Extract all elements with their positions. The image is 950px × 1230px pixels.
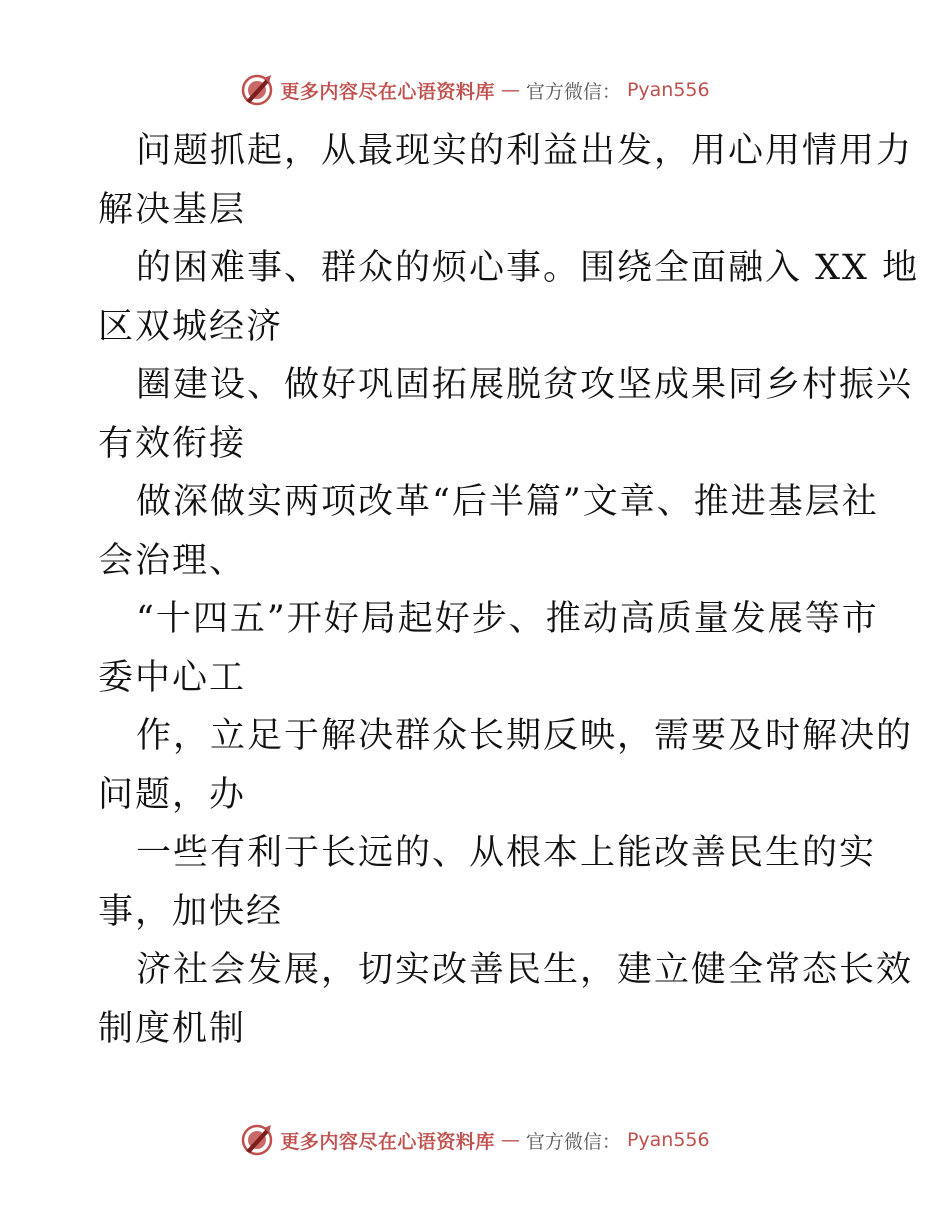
wechat-id: Pyan556 — [626, 1129, 710, 1151]
text-line: 的困难事、群众的烦心事。围绕全面融入 XX 地 — [136, 248, 920, 288]
brand-text: 更多内容尽在心语资料库 — [280, 80, 495, 103]
quill-pen-logo-icon — [240, 73, 274, 107]
text-line: 做深做实两项改革“后半篇”文章、推进基层社 — [136, 482, 879, 522]
text-line: 制度机制 — [98, 1008, 247, 1049]
text-line: 委中心工 — [98, 657, 247, 698]
brand-text: 更多内容尽在心语资料库 — [280, 1130, 495, 1153]
banner-separator: — — [500, 1129, 520, 1151]
footer-watermark-banner — [0, 1120, 950, 1160]
text-line: 问题，办 — [98, 774, 247, 815]
text-line: 济社会发展，切实改善民生，建立健全常态长效 — [136, 950, 914, 990]
text-line: 会治理、 — [98, 540, 247, 581]
wechat-label: 官方微信： — [525, 1130, 621, 1153]
header-watermark-banner — [0, 70, 950, 110]
wechat-label: 官方微信： — [525, 80, 621, 103]
text-line: 一些有利于长远的、从根本上能改善民生的实 — [136, 833, 877, 873]
text-line: 圈建设、做好巩固拓展脱贫攻坚成果同乡村振兴 — [136, 365, 914, 405]
banner-separator: — — [500, 79, 520, 101]
text-line: “十四五”开好局起好步、推动高质量发展等市 — [136, 599, 879, 639]
quill-pen-logo-icon — [240, 1123, 274, 1157]
text-line: 解决基层 — [98, 189, 247, 230]
text-line: 有效衔接 — [98, 423, 247, 464]
text-line: 问题抓起，从最现实的利益出发，用心用情用力 — [136, 131, 914, 171]
document-body — [98, 122, 920, 1058]
text-line: 事，加快经 — [98, 891, 284, 932]
text-line: 区双城经济 — [98, 306, 284, 347]
text-line: 作，立足于解决群众长期反映，需要及时解决的 — [136, 716, 914, 756]
wechat-id: Pyan556 — [626, 79, 710, 101]
